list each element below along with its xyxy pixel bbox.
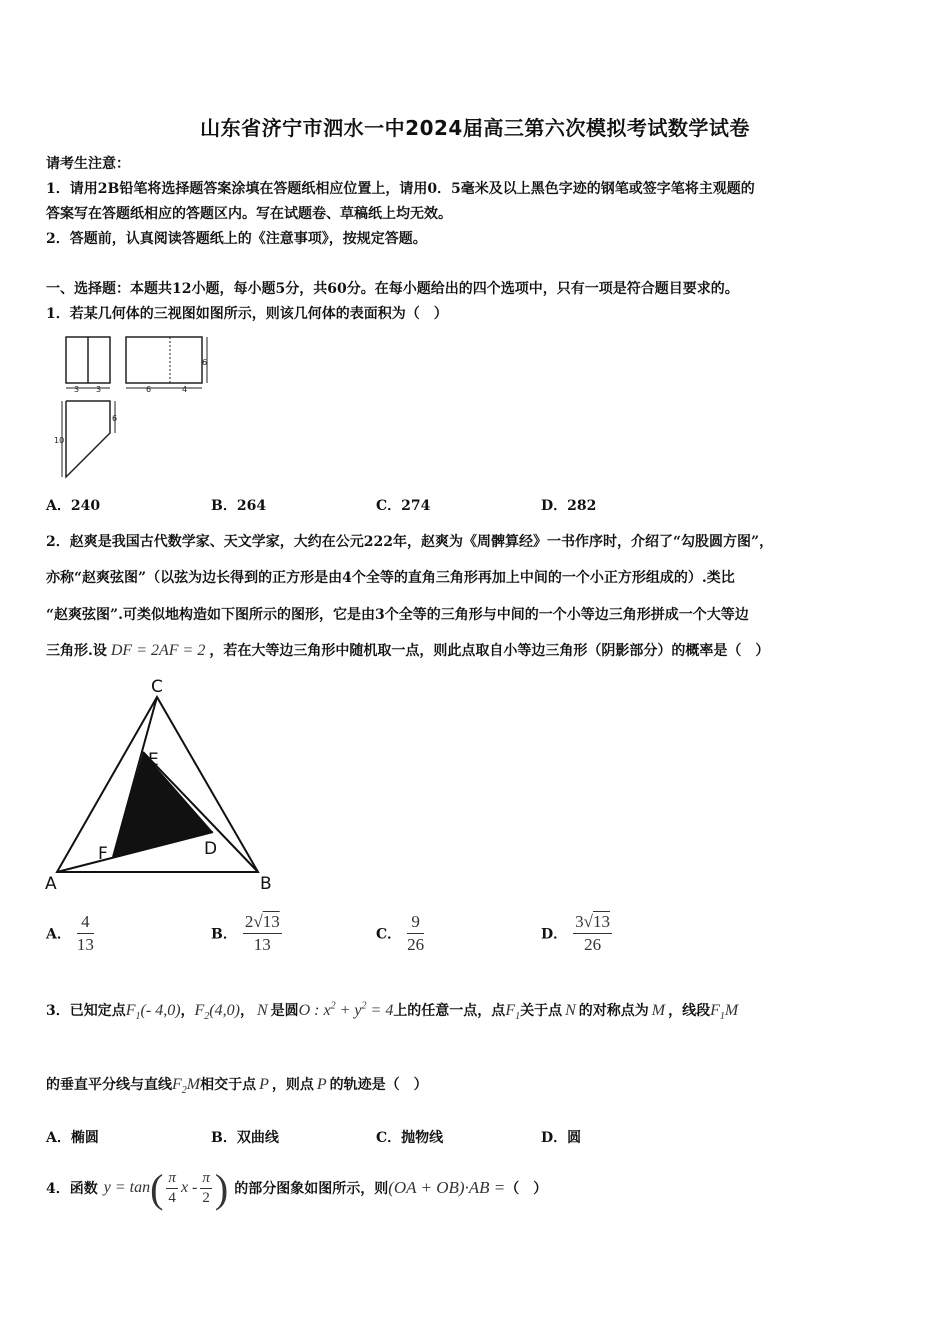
q3-f2m (172, 1076, 201, 1097)
q3-f1b-letter: F (505, 1002, 516, 1019)
top-view (62, 401, 118, 477)
q2-option-a-fraction (77, 912, 94, 955)
notice-heading: 请考生注意： (46, 156, 130, 172)
q3-f2 (194, 1002, 240, 1023)
q3-option-b[interactable]: B．双曲线 (211, 1130, 279, 1146)
label-d: D (204, 839, 218, 859)
q4-text-c: （ ） (505, 1181, 548, 1197)
q3-f2m-m: M (186, 1076, 201, 1093)
dim-4-width: 4 (182, 385, 188, 394)
q4-frac2-num: π (200, 1170, 212, 1189)
q3-f1b-sub: 1 (515, 1011, 521, 1023)
q2-option-c-den: 26 (407, 935, 425, 954)
q2-option-d-coef: 3 (575, 912, 584, 931)
q4-frac1-num: π (166, 1170, 178, 1189)
q3-f2-sub: 2 (204, 1011, 210, 1023)
q1-option-a[interactable]: A．240 (46, 498, 101, 514)
q4-y-tan: y = tan (103, 1179, 151, 1196)
dim-10: 10 (54, 436, 65, 445)
q3-option-c[interactable]: C．抛物线 (376, 1130, 444, 1146)
q3-f1m-sub: 1 (719, 1011, 725, 1023)
q3-plus-y: + y (335, 1002, 362, 1019)
label-e: E (148, 750, 159, 770)
q3-f1m (710, 1002, 739, 1023)
q2-option-b-label: B． (211, 926, 237, 943)
notice-item-1: 1．请用2B铅笔将选择题答案涂填在答题纸相应位置上，请用0．5毫米及以上黑色字迹的钢笔或签字笔将主观题的 (46, 181, 755, 197)
q3-f1-b (505, 1002, 521, 1023)
q3-text-h: 相交于点 (200, 1077, 257, 1093)
q3-f2m-sub: 2 (181, 1085, 187, 1097)
notice-item-2: 2．答题前，认真阅读答题纸上的《注意事项》，按规定答题。 (46, 231, 427, 247)
q2-option-c-num: 9 (407, 912, 424, 934)
q4-frac2-den: 2 (202, 1189, 210, 1206)
q3-text-g: 的垂直平分线与直线 (46, 1077, 172, 1093)
q4-vector-expr: (OA + OB)·AB = (388, 1178, 506, 1197)
label-a: A (45, 874, 57, 894)
q4-frac-pi-2 (200, 1170, 212, 1207)
q3-f1-letter: F (125, 1002, 136, 1019)
q3-text-j: 的轨迹是（ ） (329, 1077, 428, 1093)
q1-option-c[interactable]: C．274 (376, 498, 431, 514)
notice-item-1-cont: 答案写在答题纸相应的答题区内。写在试题卷、草稿纸上均无效。 (46, 206, 452, 222)
q1-option-b[interactable]: B．264 (211, 498, 267, 514)
q4-paren-close: ) (214, 1165, 229, 1211)
q2-option-b-radicand: 13 (262, 912, 280, 931)
q3-p-2: P (316, 1076, 327, 1093)
q3-f1-sub: 1 (135, 1011, 141, 1023)
q2-option-d-label: D． (541, 926, 568, 943)
page-title: 山东省济宁市泗水一中2024届高三第六次模拟考试数学试卷 (200, 116, 750, 140)
q2-option-d-radicand: 13 (592, 912, 610, 931)
dim-6-top: 6 (112, 414, 118, 423)
label-f: F (98, 844, 108, 864)
q3-p: P (259, 1076, 269, 1093)
q3-comma-2: ， (239, 1003, 254, 1019)
q2-option-b[interactable] (211, 912, 288, 955)
q2-triangle-figure (40, 672, 285, 894)
q3-line-1 (46, 1000, 738, 1022)
q3-f1m-m: M (724, 1002, 739, 1019)
q3-f1 (125, 1002, 181, 1023)
dim-6-height: 6 (202, 358, 208, 367)
q3-eq-4: = 4 (366, 1002, 394, 1019)
q2-line-4-b: ，若在大等边三角形中随机取一点，则此点取自小等边三角形（阴影部分）的概率是（ ） (209, 643, 770, 659)
q3-f2m-letter: F (172, 1076, 182, 1093)
q2-line-4-a: 三角形.设 (46, 643, 107, 659)
q3-option-d[interactable]: D．圆 (541, 1130, 582, 1146)
q1-option-d[interactable]: D．282 (541, 498, 597, 514)
q2-option-a[interactable] (46, 912, 100, 955)
q2-option-b-num: 2√13 (243, 912, 282, 934)
q2-option-b-fraction (243, 912, 282, 955)
q3-f2-letter: F (194, 1002, 205, 1019)
section-heading: 一、选择题：本题共12小题，每小题5分，共60分。在每小题给出的四个选项中，只有一项是符合题目要求的。 (46, 281, 739, 297)
q4-text-a: 4．函数 (46, 1181, 98, 1197)
q2-option-d-fraction (573, 912, 612, 955)
q3-text-f: ，线段 (668, 1003, 711, 1019)
q3-m: M (651, 1002, 666, 1019)
q4-frac-pi-4 (166, 1170, 178, 1207)
q2-option-b-den: 13 (253, 935, 271, 954)
q3-text-d: 关于点 (520, 1003, 563, 1019)
q3-f1-coords: (- 4,0) (140, 1002, 181, 1019)
q2-option-d-den: 26 (584, 935, 602, 954)
q2-option-c-label: C． (376, 926, 402, 943)
q3-sq-1: 2 (330, 1000, 336, 1012)
q2-option-d-num: 3√13 (573, 912, 612, 934)
label-b: B (260, 874, 272, 894)
q4-line (46, 1166, 547, 1210)
q2-line-1: 2．赵爽是我国古代数学家、天文学家，大约在公元222年，赵爽为《周髀算经》一书作序时，介绍了“勾股圆方图”， (46, 534, 774, 550)
q1-three-view-figure (52, 333, 217, 483)
q3-text-e: 的对称点为 (578, 1003, 649, 1019)
q2-option-d[interactable] (541, 912, 618, 955)
q4-frac1-den: 4 (168, 1189, 176, 1206)
q2-line-4 (46, 640, 769, 660)
dim-3b: 3 (96, 385, 102, 394)
q2-line-2: 亦称“赵爽弦图”（以弦为边长得到的正方形是由4个全等的直角三角形再加上中间的一个小正方形组成的）.类比 (46, 570, 735, 586)
q3-text-i: ，则点 (271, 1077, 314, 1093)
q3-circle-o: O : x (298, 1002, 331, 1019)
q1-stem: 1．若某几何体的三视图如图所示，则该几何体的表面积为（ ） (46, 306, 448, 322)
q3-n: N (256, 1002, 268, 1019)
q2-option-a-num: 4 (77, 912, 94, 934)
q3-text-c: 上的任意一点，点 (393, 1003, 506, 1019)
dim-6-width: 6 (146, 385, 152, 394)
front-view (66, 337, 110, 388)
q2-option-a-den: 13 (76, 935, 94, 954)
q3-text-a: 3．已知定点 (46, 1003, 126, 1019)
q2-option-c[interactable] (376, 912, 430, 955)
q2-option-a-label: A． (46, 926, 71, 943)
q3-line-2 (46, 1074, 428, 1096)
q3-circle-eq (299, 1002, 394, 1019)
q3-sq-2: 2 (361, 1000, 367, 1012)
q3-text-b: 是圆 (270, 1003, 299, 1019)
q3-option-a[interactable]: A．椭圆 (46, 1130, 99, 1146)
q3-f2-coords: (4,0) (209, 1002, 240, 1019)
q3-n-2: N (565, 1002, 576, 1019)
q3-f1m-letter: F (710, 1002, 720, 1019)
label-c: C (151, 677, 163, 697)
q2-condition-math: DF = 2AF = 2 (110, 642, 206, 659)
q2-option-b-coef: 2 (244, 912, 254, 931)
q3-comma-1: ， (180, 1003, 195, 1019)
dim-3a: 3 (74, 385, 80, 394)
side-view (126, 337, 207, 388)
q4-x-minus: x - (180, 1179, 198, 1196)
q4-text-b: 的部分图象如图所示，则 (234, 1181, 389, 1197)
q2-line-3: “赵爽弦图”.可类似地构造如下图所示的图形，它是由3个全等的三角形与中间的一个小等边三角形拼成一个大等边 (46, 607, 749, 623)
q2-option-c-fraction (407, 912, 424, 955)
q4-paren-open: ( (150, 1165, 164, 1211)
